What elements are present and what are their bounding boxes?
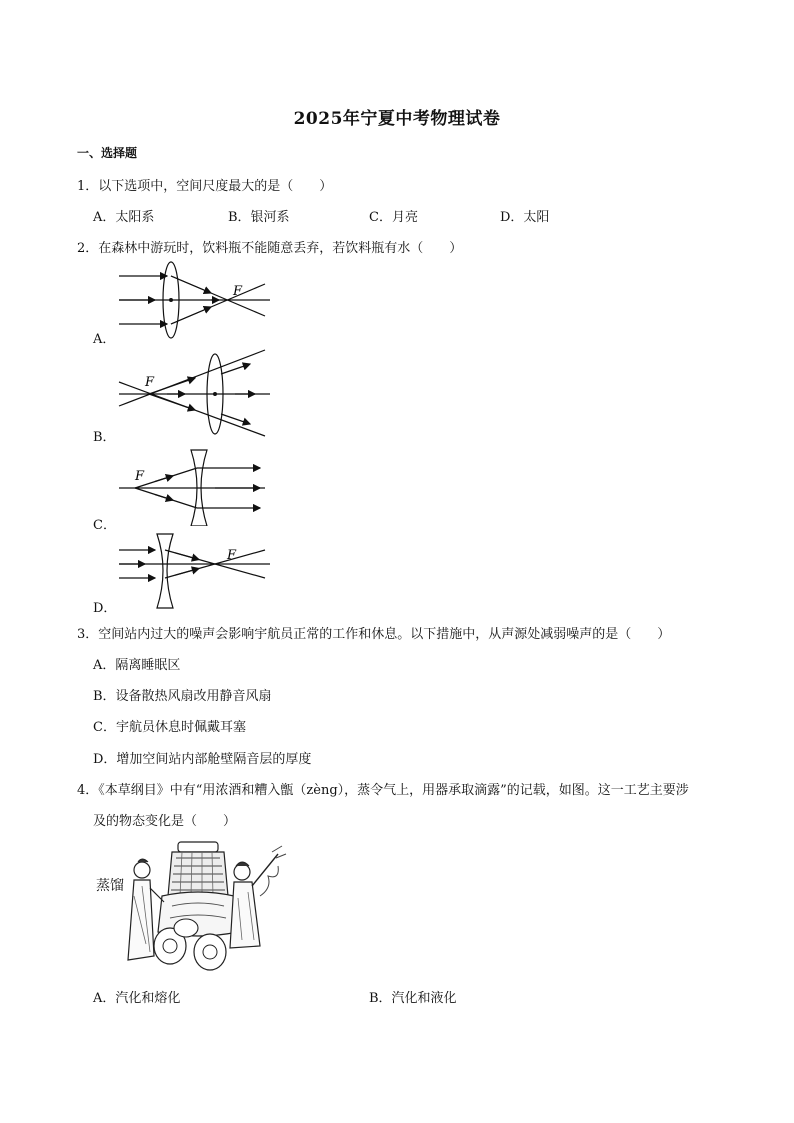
option-c-ray-diagram [115,446,275,526]
question-4-option-b[interactable]: B．汽化和液化 [369,991,457,1006]
question-3-option-a[interactable]: A．隔离睡眠区 [93,658,181,673]
focus-label: F [145,375,155,390]
question-1-stem: 1．以下选项中，空间尺度最大的是（ ） [77,179,333,194]
question-3-option-b[interactable]: B．设备散热风扇改用静音风扇 [93,689,272,704]
concave-lens-icon [157,534,173,608]
question-1-option-b[interactable]: B．银河系 [228,210,290,225]
question-4-stem-line-1: 4．《本草纲目》中有“用浓酒和糟入甑（zèng），蒸令气上，用器承取滴露”的记载，如图。这一工艺主要涉 [77,783,689,798]
section-heading: 一、选择题 [77,146,138,160]
option-a-ray-diagram [115,260,275,342]
focus-label: F [233,284,243,299]
question-3-option-d[interactable]: D．增加空间站内部舱壁隔音层的厚度 [93,752,312,767]
question-1-option-d[interactable]: D．太阳 [500,210,550,225]
question-2-option-b[interactable]: B． [93,430,116,445]
illustration-label: 蒸馏 [96,878,124,894]
question-3-stem: 3．空间站内过大的噪声会影响宇航员正常的工作和休息。以下措施中，从声源处减弱噪声的是（ ） [77,627,671,642]
question-4-option-a[interactable]: A．汽化和熔化 [93,991,181,1006]
question-2-option-a[interactable]: A． [93,332,116,347]
question-3-option-c[interactable]: C．宇航员休息时佩戴耳塞 [93,720,246,735]
question-2-option-c[interactable]: C． [93,518,116,533]
question-2-option-d[interactable]: D． [93,601,117,616]
question-1-option-c[interactable]: C．月亮 [369,210,418,225]
distillation-illustration [92,836,292,976]
option-d-ray-diagram [115,530,275,610]
focus-label: F [227,548,237,563]
focus-label: F [135,469,145,484]
question-1-option-a[interactable]: A．太阳系 [93,210,155,225]
option-b-ray-diagram [115,346,275,438]
question-4-stem-line-2: 及的物态变化是（ ） [93,814,237,829]
question-2-stem: 2．在森林中游玩时，饮料瓶不能随意丢弃，若饮料瓶有水（ ） [77,241,463,256]
page-title: 2025年宁夏中考物理试卷 [293,109,501,129]
